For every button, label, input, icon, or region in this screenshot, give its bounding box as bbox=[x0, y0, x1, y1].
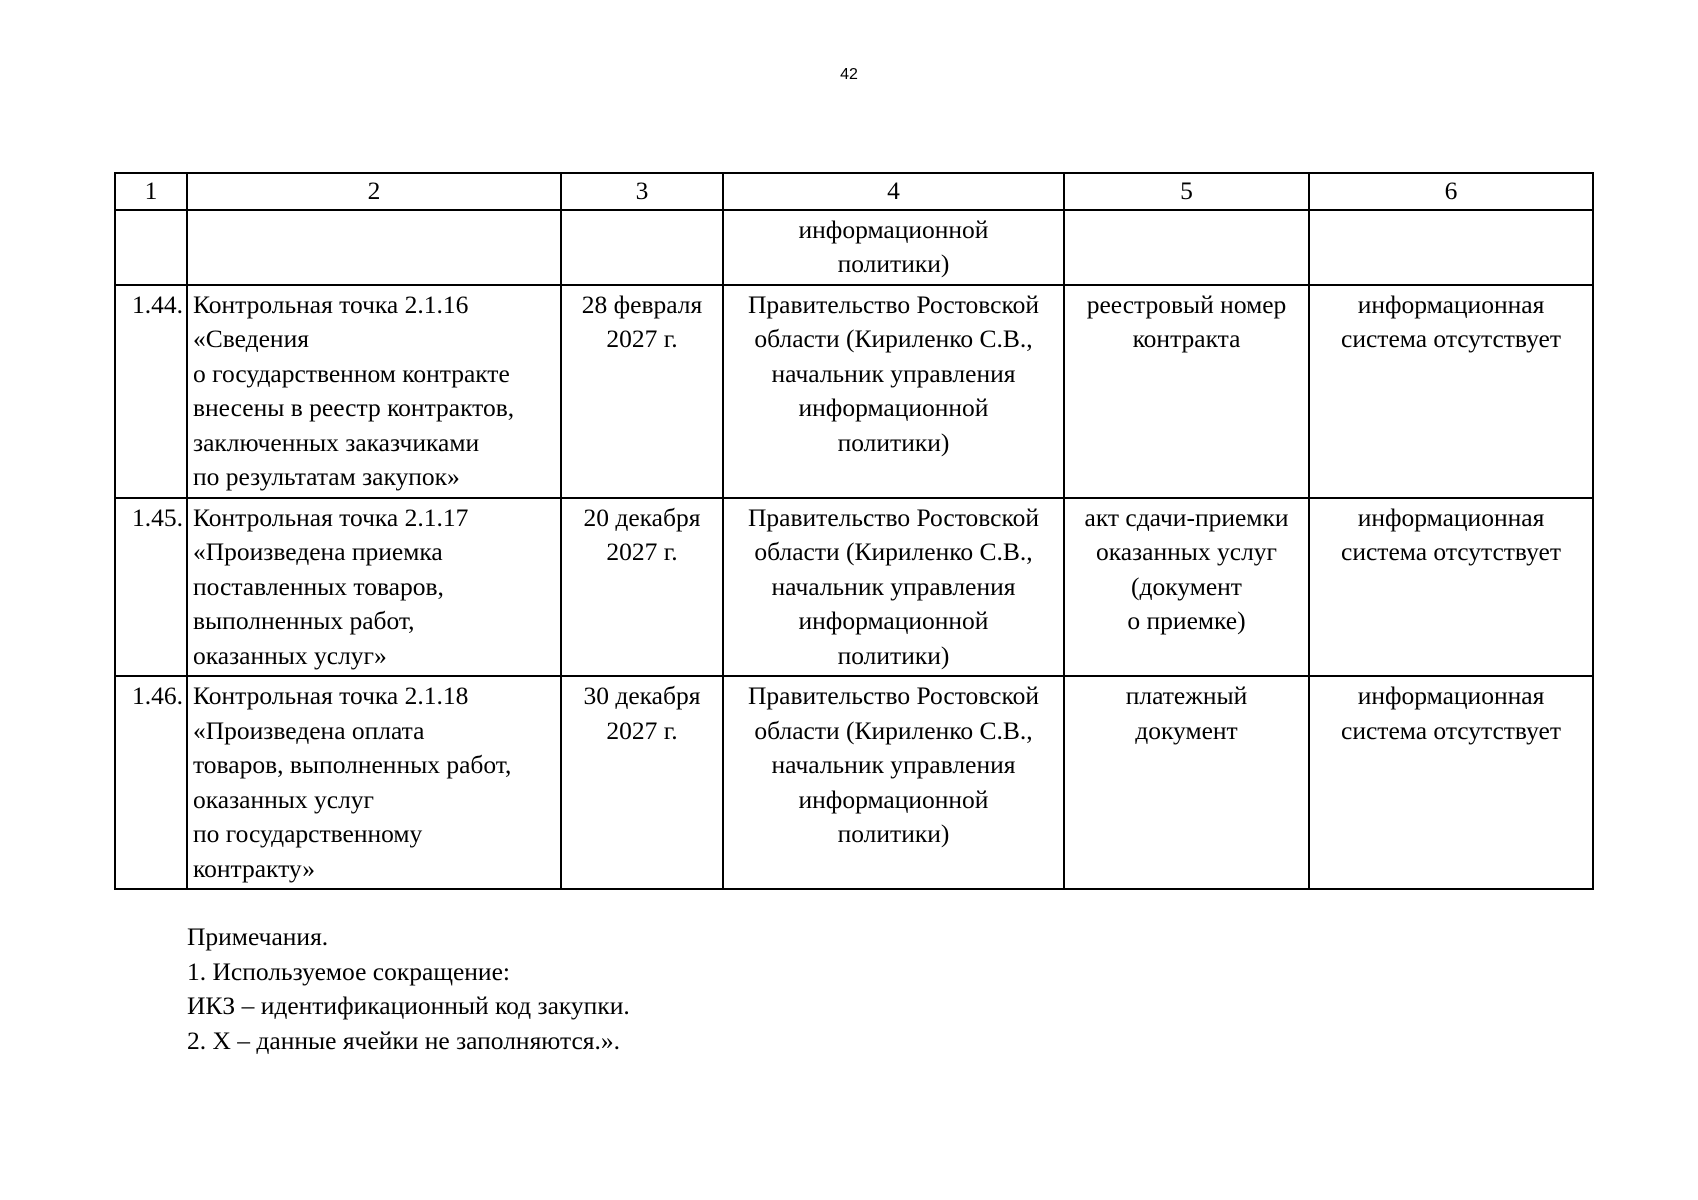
cell-text-line: выполненных работ, bbox=[193, 606, 415, 635]
cell-text-line: политики) bbox=[837, 819, 950, 848]
cell-text-line: области (Кириленко С.В., bbox=[754, 537, 1033, 566]
cell-text-line: акт сдачи-приемки bbox=[1084, 502, 1289, 532]
cell-text-line: по государственному bbox=[193, 819, 423, 848]
cell-text-line: информационная bbox=[1357, 289, 1545, 319]
cell-text-line: контракта bbox=[1132, 324, 1241, 353]
control-point-cell bbox=[187, 498, 561, 677]
column-header: 4 bbox=[723, 173, 1064, 210]
cell-text-line: политики) bbox=[837, 640, 950, 670]
cell-text-line: Правительство Ростовской bbox=[748, 289, 1039, 319]
information-system-cell bbox=[1309, 676, 1593, 889]
cell-text-line: по результатам закупок» bbox=[193, 462, 460, 491]
cell-text-line: контракту» bbox=[193, 853, 316, 883]
cell-text-line: 30 декабря bbox=[583, 681, 701, 710]
document-cell bbox=[1064, 285, 1309, 498]
column-header: 3 bbox=[561, 173, 723, 210]
cell-text-line: оказанных услуг bbox=[1095, 537, 1277, 566]
row-number-cell bbox=[115, 676, 187, 889]
cell-text-line: политики) bbox=[837, 249, 950, 278]
column-header: 1 bbox=[115, 173, 187, 210]
cell-text-line: информационной bbox=[798, 393, 989, 422]
cell-text-line: платежный bbox=[1125, 681, 1248, 710]
document-cell bbox=[1064, 498, 1309, 677]
column-header: 6 bbox=[1309, 173, 1593, 210]
cell-text-line: 2027 г. bbox=[606, 715, 678, 745]
cell-text-line: (документ bbox=[1131, 571, 1242, 601]
cell-text-line: система отсутствует bbox=[1341, 537, 1561, 566]
information-system-cell bbox=[1309, 498, 1593, 677]
cell-text-line: 1.45. bbox=[132, 502, 183, 532]
cell-text-line: система отсутствует bbox=[1341, 324, 1561, 353]
deadline-cell bbox=[561, 498, 723, 677]
row-number-cell bbox=[115, 285, 187, 498]
table-header-row bbox=[115, 173, 1593, 210]
cell-text-line: Правительство Ростовской bbox=[748, 502, 1039, 532]
row-number-cell bbox=[115, 210, 187, 285]
control-point-cell bbox=[187, 285, 561, 498]
row-number-cell bbox=[115, 498, 187, 677]
cell-text-line: области (Кириленко С.В., bbox=[754, 324, 1033, 353]
document-cell bbox=[1064, 676, 1309, 889]
table-row bbox=[115, 210, 1593, 285]
information-system-cell bbox=[1309, 285, 1593, 498]
cell-text-line: области (Кириленко С.В., bbox=[754, 715, 1033, 745]
note-line: 1. Используемое сокращение: bbox=[187, 956, 510, 986]
page-number: 42 bbox=[840, 66, 858, 83]
cell-text-line: о государственном контракте bbox=[193, 358, 510, 388]
cell-text-line: Контрольная точка 2.1.18 bbox=[193, 681, 469, 710]
cell-text-line: оказанных услуг» bbox=[193, 640, 387, 670]
cell-text-line: поставленных товаров, bbox=[193, 571, 444, 601]
cell-text-line: Контрольная точка 2.1.16 bbox=[193, 289, 469, 319]
cell-text-line: информационной bbox=[798, 214, 989, 244]
column-header: 5 bbox=[1064, 173, 1309, 210]
information-system-cell bbox=[1309, 210, 1593, 285]
responsible-cell bbox=[723, 676, 1064, 889]
cell-text-line: начальник управления bbox=[771, 750, 1016, 779]
cell-text-line: 1.46. bbox=[132, 681, 183, 710]
column-header: 2 bbox=[187, 173, 561, 210]
note-line: 2. Х – данные ячейки не заполняются.». bbox=[187, 1025, 621, 1055]
cell-text-line: товаров, выполненных работ, bbox=[193, 750, 512, 779]
cell-text-line: информационная bbox=[1357, 502, 1545, 532]
cell-text-line: оказанных услуг bbox=[193, 784, 375, 814]
cell-text-line: документ bbox=[1135, 715, 1238, 745]
table-row bbox=[115, 498, 1593, 677]
cell-text-line: внесены в реестр контрактов, bbox=[193, 393, 515, 422]
cell-text-line: «Произведена приемка bbox=[193, 537, 443, 566]
document-cell bbox=[1064, 210, 1309, 285]
responsible-cell bbox=[723, 498, 1064, 677]
control-point-cell bbox=[187, 676, 561, 889]
notes-block bbox=[187, 920, 630, 1058]
cell-text-line: информационной bbox=[798, 606, 989, 635]
cell-text-line: 2027 г. bbox=[606, 537, 678, 566]
cell-text-line: заключенных заказчиками bbox=[193, 427, 480, 457]
note-line: ИКЗ – идентификационный код закупки. bbox=[187, 991, 630, 1020]
cell-text-line: реестровый номер bbox=[1086, 289, 1287, 319]
cell-text-line: система отсутствует bbox=[1341, 715, 1561, 745]
cell-text-line: информационной bbox=[798, 784, 989, 814]
table-body bbox=[115, 210, 1593, 890]
control-points-table bbox=[114, 172, 1594, 890]
cell-text-line: 28 февраля bbox=[581, 289, 703, 319]
cell-text-line: Правительство Ростовской bbox=[748, 681, 1039, 710]
cell-text-line: начальник управления bbox=[771, 571, 1016, 601]
cell-text-line: «Сведения bbox=[193, 324, 309, 353]
cell-text-line: Контрольная точка 2.1.17 bbox=[193, 502, 469, 532]
cell-text-line: политики) bbox=[837, 427, 950, 457]
cell-text-line: начальник управления bbox=[771, 358, 1016, 388]
deadline-cell bbox=[561, 210, 723, 285]
notes-title: Примечания. bbox=[187, 922, 329, 951]
cell-text-line: 2027 г. bbox=[606, 324, 678, 353]
table-row bbox=[115, 676, 1593, 889]
deadline-cell bbox=[561, 676, 723, 889]
deadline-cell bbox=[561, 285, 723, 498]
cell-text-line: 20 декабря bbox=[583, 502, 701, 532]
cell-text-line: о приемке) bbox=[1127, 606, 1246, 635]
cell-text-line: «Произведена оплата bbox=[193, 715, 425, 745]
control-point-cell bbox=[187, 210, 561, 285]
responsible-cell bbox=[723, 285, 1064, 498]
table-row bbox=[115, 285, 1593, 498]
cell-text-line: 1.44. bbox=[132, 289, 183, 319]
responsible-cell bbox=[723, 210, 1064, 285]
cell-text-line: информационная bbox=[1357, 681, 1545, 710]
